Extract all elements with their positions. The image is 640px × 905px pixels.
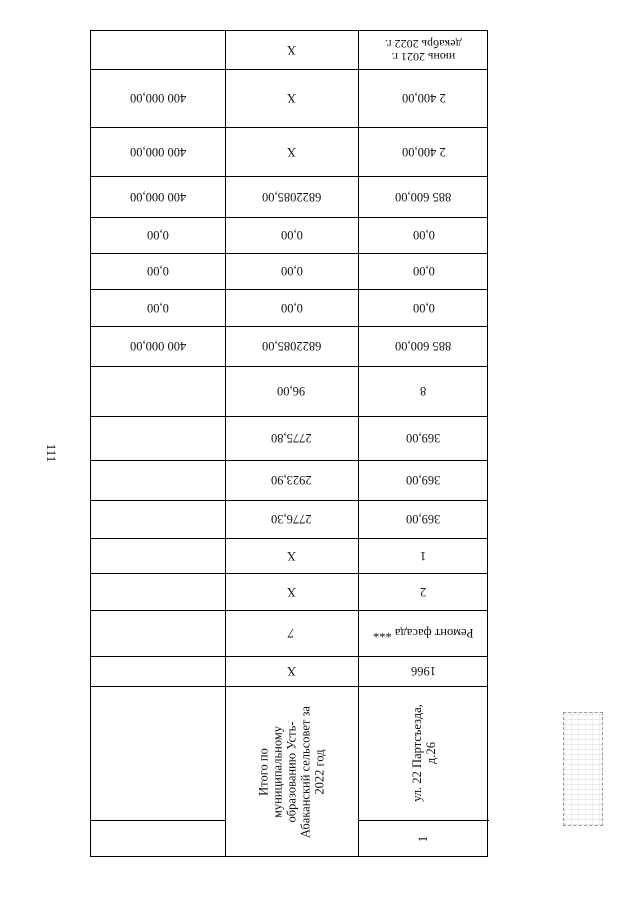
table-cell: X bbox=[286, 43, 297, 57]
table-cell: X bbox=[286, 584, 297, 599]
table-cell bbox=[91, 31, 225, 69]
table-cell: X bbox=[286, 144, 297, 159]
address-cell: ул. 22 Партсъезда, д.26 bbox=[409, 704, 438, 802]
table-cell: 400 000,00 bbox=[129, 189, 187, 204]
table-cell bbox=[91, 656, 225, 686]
table-cell: 2 400,00 bbox=[401, 144, 446, 159]
table-cell: 885 600,00 bbox=[395, 189, 452, 204]
table-cell bbox=[91, 500, 225, 538]
table-cell: июнь 2021 г. декабрь 2022 г. bbox=[385, 37, 462, 64]
table-cell: 6822085,00 bbox=[261, 189, 322, 204]
table-cell: X bbox=[286, 91, 297, 105]
table-cell: 7 bbox=[288, 626, 295, 640]
table-cell: 2775,80 bbox=[271, 431, 312, 445]
table-cell: 369,00 bbox=[406, 512, 441, 526]
table-cell: 2776,30 bbox=[271, 512, 312, 526]
table-cell: 1966 bbox=[411, 664, 436, 678]
table-cell bbox=[91, 538, 225, 573]
table-cell: 369,00 bbox=[406, 431, 441, 445]
table-cell: 0,00 bbox=[147, 264, 169, 278]
table-cell: X bbox=[286, 548, 297, 563]
table-cell bbox=[91, 610, 225, 656]
table-cell: 0,00 bbox=[280, 264, 303, 278]
table-cell: 0,00 bbox=[147, 228, 169, 242]
table-cell: 2 400,00 bbox=[401, 91, 446, 105]
table-cell: 0,00 bbox=[147, 300, 169, 315]
data-table bbox=[90, 30, 488, 857]
scan-stamp bbox=[563, 712, 603, 826]
table-cell bbox=[91, 366, 225, 416]
table-cell: 1 bbox=[420, 548, 427, 563]
row-divider bbox=[91, 820, 225, 821]
table-cell: 2 bbox=[420, 584, 427, 599]
table-cell: 0,00 bbox=[280, 300, 303, 315]
table-cell: 400 000,00 bbox=[129, 339, 187, 353]
table-cell: 0,00 bbox=[280, 228, 303, 242]
table-cell bbox=[91, 573, 225, 610]
table-cell: 400 000,00 bbox=[129, 91, 187, 105]
table-cell: 400 000,00 bbox=[129, 144, 187, 159]
table-cell: 0,00 bbox=[412, 228, 435, 242]
table-cell: X bbox=[286, 664, 297, 678]
table-cell: 2923,90 bbox=[271, 473, 312, 487]
table-cell: 885 600,00 bbox=[395, 339, 452, 353]
table-cell: 96,00 bbox=[277, 384, 306, 398]
table-cell bbox=[91, 460, 225, 500]
row-number-cell: 1 bbox=[416, 835, 431, 843]
table-cell: 6822085,00 bbox=[261, 339, 322, 353]
page-number: 111 bbox=[44, 443, 59, 463]
table-cell: 0,00 bbox=[412, 264, 435, 278]
table-cell: Ремонт фасада *** bbox=[373, 626, 474, 640]
total-label-cell: Итого по муниципальному образованию Усть- Абаканский сельсовет за 2022 год bbox=[256, 706, 327, 838]
table-cell bbox=[91, 416, 225, 460]
table-cell: 0,00 bbox=[412, 300, 435, 315]
table-cell: 369,00 bbox=[406, 473, 441, 487]
table-cell: 8 bbox=[420, 384, 427, 398]
